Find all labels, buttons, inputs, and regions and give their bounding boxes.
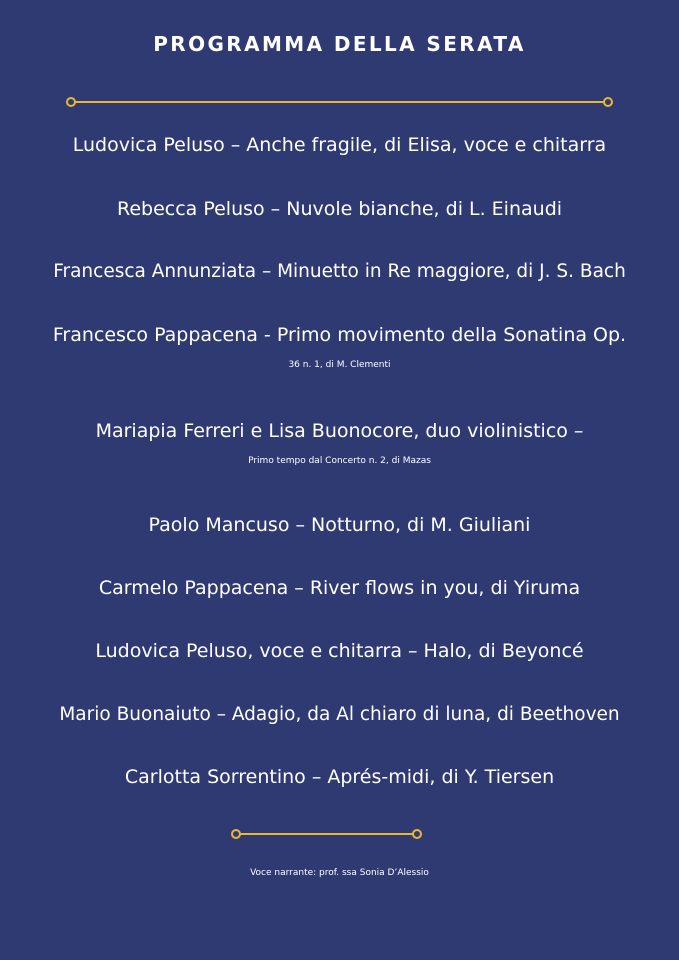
program-item-text: Carmelo Pappacena – River flows in you, di Yiruma	[98, 577, 581, 599]
divider-line	[236, 833, 417, 835]
page-title: PROGRAMMA DELLA SERATA	[153, 32, 526, 56]
program-item-text: Paolo Mancuso – Notturno, di M. Giuliani	[148, 514, 531, 536]
divider-line	[71, 101, 608, 103]
divider-dot-left	[231, 829, 241, 839]
program-item	[0, 636, 679, 666]
program-item	[0, 573, 679, 603]
program-item-text: Carlotta Sorrentino – Aprés-midi, di Y. Tiersen	[124, 766, 555, 788]
bottom-divider	[232, 829, 421, 839]
program-item-text: Francesco Pappacena - Primo movimento della Sonatina Op.	[52, 324, 627, 346]
narrator-credit: Voce narrante: prof. ssa Sonia D’Alessio	[250, 868, 429, 878]
program-item	[0, 257, 679, 287]
divider-dot-left	[66, 97, 76, 107]
program-item-text-continued: 36 n. 1, di M. Clementi	[288, 360, 391, 370]
program-item	[0, 194, 679, 224]
program-item-text: Ludovica Peluso – Anche fragile, di Elisa, voce e chitarra	[72, 134, 607, 156]
program-item	[0, 130, 679, 160]
program-item	[0, 416, 679, 476]
program-item-text: Rebecca Peluso – Nuvole bianche, di L. Einaudi	[116, 198, 563, 220]
program-item	[0, 762, 679, 792]
program-item	[0, 510, 679, 540]
divider-dot-right	[412, 829, 422, 839]
program-item	[0, 700, 679, 730]
divider-dot-right	[603, 97, 613, 107]
program-item-text: Francesca Annunziata – Minuetto in Re maggiore, di J. S. Bach	[53, 261, 626, 282]
program-item-text: Mariapia Ferreri e Lisa Buonocore, duo violinistico –	[95, 420, 584, 442]
program-item	[0, 320, 679, 380]
program-item-text: Mario Buonaiuto – Adagio, da Al chiaro di luna, di Beethoven	[59, 704, 620, 725]
program-item-text-continued: Primo tempo dal Concerto n. 2, di Mazas	[248, 456, 431, 466]
top-divider	[67, 97, 612, 107]
program-item-text: Ludovica Peluso, voce e chitarra – Halo, di Beyoncé	[95, 640, 584, 662]
